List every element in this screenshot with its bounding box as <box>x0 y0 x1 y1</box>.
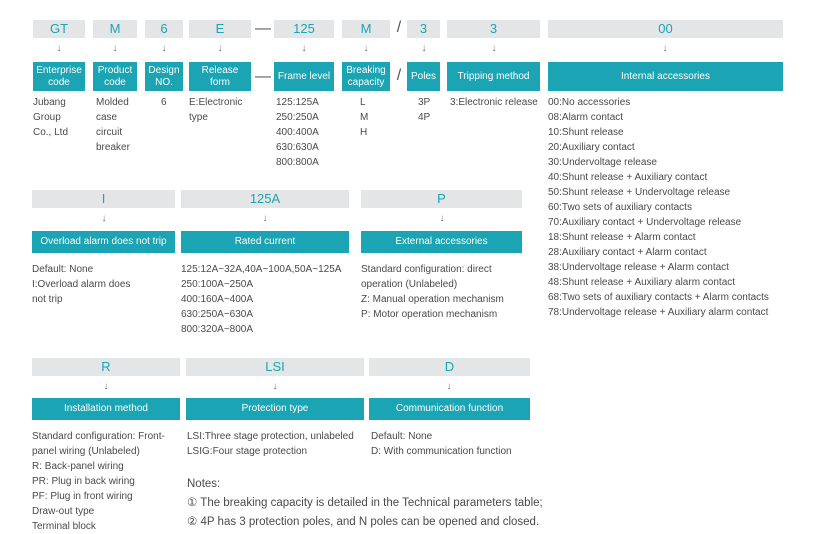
dash-separator: — <box>255 20 271 37</box>
protection-type-desc: LSI:Three stage protection, unlabeled LSIG:Four stage protection <box>187 431 354 457</box>
arrow-down-icon: ↓ <box>112 43 118 54</box>
arrow-down-icon: ↓ <box>301 43 307 54</box>
breaking-capacity-desc: L M H <box>360 97 369 138</box>
external-accessories-desc: Standard configuration: direct operation (Unlabeled) Z: Manual operation mechanism P: Motor operation mechanism <box>361 264 504 320</box>
arrow-down-icon: ↓ <box>491 43 497 54</box>
release-form-desc: E:Electronic type <box>189 97 243 123</box>
communication-function-value: D <box>369 358 530 376</box>
slash-separator: / <box>396 19 402 36</box>
arrow-down-icon: ↓ <box>101 213 107 224</box>
communication-function-desc: Default: None D: With communication function <box>371 431 512 457</box>
breaking-capacity-value: M <box>342 20 390 38</box>
rated-current-label: Rated current <box>181 231 349 253</box>
protection-type-value: LSI <box>186 358 364 376</box>
product-code-desc: Molded case circuit breaker <box>96 97 130 153</box>
overload-alarm-desc: Default: None I:Overload alarm does not trip <box>32 264 131 305</box>
frame-level-label: Frame level <box>274 62 334 91</box>
tripping-method-desc: 3:Electronic release <box>450 97 538 108</box>
arrow-down-icon: ↓ <box>272 381 278 392</box>
enterprise-code-desc: Jubang Group Co., Ltd <box>33 97 69 138</box>
arrow-down-icon: ↓ <box>262 213 268 224</box>
overload-alarm-value: I <box>32 190 175 208</box>
arrow-down-icon: ↓ <box>363 43 369 54</box>
slash-separator: / <box>396 67 402 84</box>
design-no-label: Design NO. <box>145 62 183 91</box>
product-code-value: M <box>93 20 137 38</box>
overload-alarm-label: Overload alarm does not trip <box>32 231 175 253</box>
internal-accessories-desc: 00:No accessories 08:Alarm contact 10:Shunt release 20:Auxiliary contact 30:Undervoltage release 40:Shunt release + Auxiliary contact 50:Shunt release + Undervoltage release 60:Two sets of auxiliary contacts 70:Auxiliary contact + Undervoltage release 18:Shunt release + Alarm contact 28:Auxiliary contact + Alarm contact 38:Undervoltage release + Alarm contact 48:Shunt release + Auxiliary alarm contact 68:Two sets of auxiliary contacts + Alarm contacts 78:Undervoltage release + Auxiliary alarm contact <box>548 97 769 318</box>
note-breaking-capacity: ① The breaking capacity is detailed in the Technical parameters table; <box>187 497 543 509</box>
protection-type-label: Protection type <box>186 398 364 420</box>
external-accessories-label: External accessories <box>361 231 522 253</box>
arrow-down-icon: ↓ <box>439 213 445 224</box>
product-code-label: Product code <box>93 62 137 91</box>
frame-level-value: 125 <box>274 20 334 38</box>
arrow-down-icon: ↓ <box>161 43 167 54</box>
design-no-desc: 6 <box>161 97 167 108</box>
poles-label: Poles <box>407 62 440 91</box>
arrow-down-icon: ↓ <box>446 381 452 392</box>
arrow-down-icon: ↓ <box>662 43 668 54</box>
release-form-value: E <box>189 20 251 38</box>
tripping-method-value: 3 <box>447 20 540 38</box>
note-4p-poles: ② 4P has 3 protection poles, and N poles can be opened and closed. <box>187 516 540 528</box>
frame-level-desc: 125:125A 250:250A 400:400A 630:630A 800:800A <box>276 97 319 168</box>
arrow-down-icon: ↓ <box>217 43 223 54</box>
arrow-down-icon: ↓ <box>103 381 109 392</box>
communication-function-label: Communication function <box>369 398 530 420</box>
notes-title: Notes: <box>187 478 221 490</box>
arrow-down-icon: ↓ <box>421 43 427 54</box>
poles-value: 3 <box>407 20 440 38</box>
installation-method-desc: Standard configuration: Front- panel wiring (Unlabeled) R: Back-panel wiring PR: Plug in back wiring PF: Plug in front wiring Draw-out type Terminal block <box>32 431 165 532</box>
enterprise-code-value: GT <box>33 20 85 38</box>
enterprise-code-label: Enterprise code <box>33 62 85 91</box>
internal-accessories-label: Internal accessories <box>548 62 783 91</box>
poles-desc: 3P 4P <box>418 97 431 123</box>
rated-current-value: 125A <box>181 190 349 208</box>
rated-current-desc: 125:12A~32A,40A~100A,50A~125A 250:100A~250A 400:160A~400A 630:250A~630A 800:320A~800A <box>181 264 342 335</box>
external-accessories-value: P <box>361 190 522 208</box>
installation-method-label: Installation method <box>32 398 180 420</box>
internal-accessories-value: 00 <box>548 20 783 38</box>
breaking-capacity-label: Breaking capacity <box>342 62 390 91</box>
release-form-label: Release form <box>189 62 251 91</box>
installation-method-value: R <box>32 358 180 376</box>
tripping-method-label: Tripping method <box>447 62 540 91</box>
dash-separator: — <box>255 68 271 85</box>
design-no-value: 6 <box>145 20 183 38</box>
arrow-down-icon: ↓ <box>56 43 62 54</box>
